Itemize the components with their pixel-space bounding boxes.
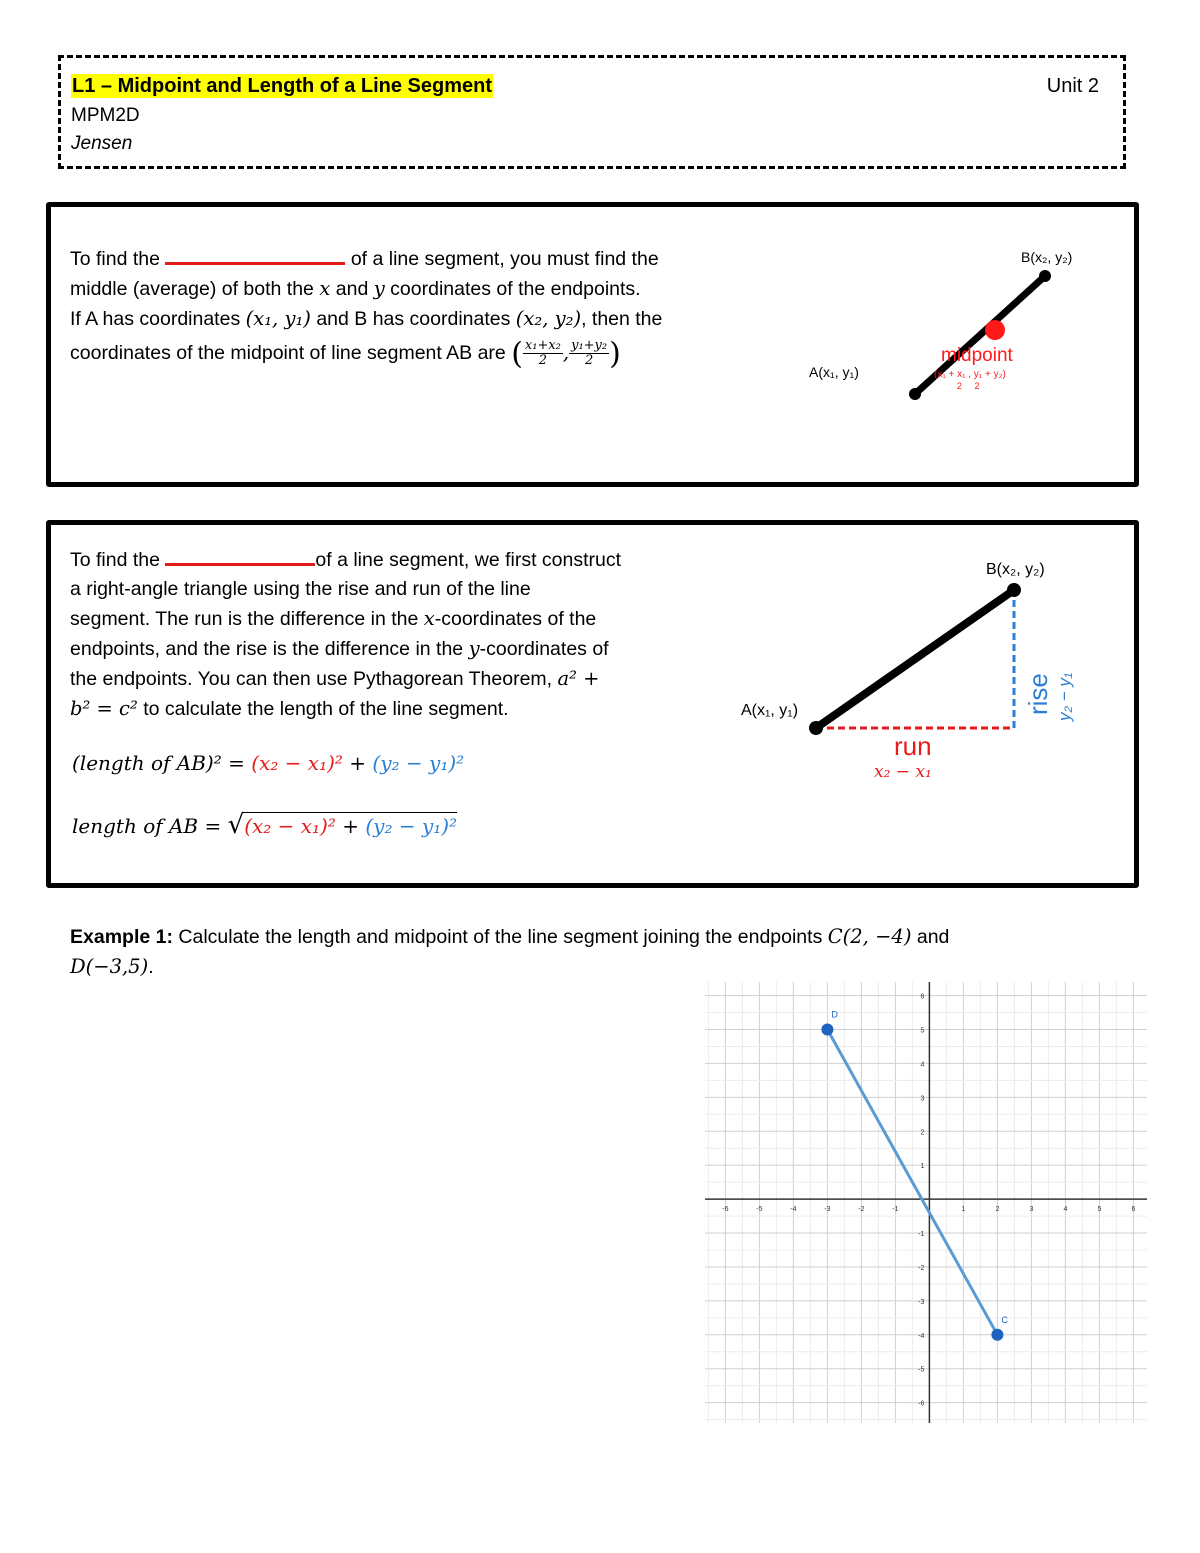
math-coord-a: (x₁, y₁) <box>245 307 311 330</box>
coordinate-grid-chart <box>700 980 1150 1425</box>
y-tick-label: -1 <box>918 1231 925 1239</box>
formula-rise-term: (y₂ − y₁)² <box>372 751 465 775</box>
y-tick-label: -5 <box>918 1366 925 1374</box>
sqrt-sign: √ <box>227 810 245 840</box>
label-midpoint-formula: (x₁ + x₁ , y₁ + y₂) <box>934 369 1006 380</box>
math-x: x <box>319 277 331 300</box>
x-tick-label: 3 <box>1029 1206 1034 1214</box>
text-segment: and <box>335 278 369 300</box>
fill-in-blank[interactable] <box>165 248 345 265</box>
y-tick-label: 2 <box>920 1129 925 1137</box>
y-tick-label: -6 <box>918 1400 925 1408</box>
fill-in-blank[interactable] <box>165 549 315 566</box>
text-segment: -coordinates of the <box>434 608 597 630</box>
math-x: x <box>423 607 435 630</box>
length-squared-formula <box>72 749 464 777</box>
text-segment: of a line segment, you must find the <box>350 248 659 270</box>
text-segment: endpoints, and the rise is the difference in the <box>70 638 464 660</box>
midpoint-dot <box>985 320 1005 340</box>
x-tick-label: 4 <box>1063 1206 1068 1214</box>
length-paragraph <box>70 546 750 724</box>
y-tick-label: -2 <box>918 1264 925 1272</box>
midpoint-box <box>46 202 1139 487</box>
y-tick-label: 3 <box>920 1095 925 1103</box>
endpoint-a <box>809 721 823 735</box>
formula-rise-term: (y₂ − y₁)² <box>365 814 458 838</box>
formula-run-term: (x₂ − x₁)² <box>251 751 343 775</box>
header-box <box>58 55 1126 169</box>
label-b: B(x₂, y₂) <box>1021 249 1073 265</box>
text-segment: To find the <box>70 549 160 571</box>
fraction-denominator: 2 <box>584 353 594 369</box>
sqrt-radicand <box>244 812 457 838</box>
label-midpoint-denominators: 2 2 <box>957 381 980 391</box>
length-box <box>46 520 1139 888</box>
midpoint-line-3 <box>70 304 770 334</box>
example-text: and <box>911 926 950 948</box>
x-tick-label: -5 <box>756 1206 763 1214</box>
fraction-x <box>523 339 563 368</box>
formula-plus: + <box>342 751 373 775</box>
teacher-name: Jensen <box>71 133 133 154</box>
text-segment: If A has coordinates <box>70 308 241 330</box>
fraction-denominator: 2 <box>538 353 548 369</box>
endpoint-b <box>1039 270 1051 282</box>
length-line-3 <box>70 604 750 634</box>
text-segment: and B has coordinates <box>316 308 511 330</box>
math-y: y <box>373 277 385 300</box>
x-tick-label: -2 <box>858 1206 865 1214</box>
comma: , <box>562 341 570 364</box>
label-run-expression: x₂ − x₁ <box>874 762 932 782</box>
length-formula <box>72 811 457 840</box>
label-b: B(x₂, y₂) <box>986 561 1045 578</box>
length-line-5 <box>70 664 750 694</box>
label-run: run <box>894 731 932 761</box>
label-a: A(x₁, y₁) <box>809 364 859 380</box>
length-line-2: a right-angle triangle using the rise and run of the line <box>70 578 531 600</box>
math-y: y <box>468 637 480 660</box>
x-tick-label: -6 <box>722 1206 729 1214</box>
midpoint-line-4 <box>70 336 770 372</box>
math-pythagoras-part: b² = c² <box>70 697 138 720</box>
endpoint-a <box>909 388 921 400</box>
midpoint-line-1 <box>70 245 770 274</box>
example-1 <box>70 922 1070 982</box>
text-segment: segment. The run is the difference in the <box>70 608 419 630</box>
length-line-1 <box>70 546 750 575</box>
y-tick-label: 5 <box>920 1027 925 1035</box>
fraction-y <box>569 339 609 368</box>
midpoint-diagram <box>791 237 1131 417</box>
text-segment: To find the <box>70 248 160 270</box>
segment-ab <box>816 590 1014 728</box>
point-c: C(2, −4) <box>827 925 912 948</box>
length-line-4 <box>70 634 750 664</box>
endpoint-b <box>1007 583 1021 597</box>
point-label-c: C <box>1001 1314 1008 1325</box>
x-tick-label: -4 <box>790 1206 797 1214</box>
midpoint-line-2 <box>70 274 770 304</box>
x-tick-label: 2 <box>995 1206 1000 1214</box>
point-label-d: D <box>831 1009 838 1020</box>
fraction-numerator: y₁+y₂ <box>571 338 608 354</box>
text-segment: coordinates of the endpoints. <box>390 278 641 300</box>
text-segment: the endpoints. You can then use Pythagorean Theorem, <box>70 668 553 690</box>
formula-plus: + <box>335 814 366 838</box>
example-text: . <box>148 956 154 978</box>
text-segment: to calculate the length of the line segment. <box>143 698 509 720</box>
y-tick-label: -3 <box>918 1298 925 1306</box>
formula-run-term: (x₂ − x₁)² <box>244 814 336 838</box>
length-line-6 <box>70 694 750 724</box>
length-diagram <box>731 555 1131 795</box>
y-tick-label: -4 <box>918 1332 925 1340</box>
fraction-numerator: x₁+x₂ <box>524 338 561 354</box>
x-tick-label: 6 <box>1131 1206 1136 1214</box>
x-tick-label: 5 <box>1097 1206 1102 1214</box>
point-d: D(−3,5) <box>70 955 149 978</box>
math-coord-b: (x₂, y₂) <box>515 307 582 330</box>
label-rise-expression: y₂ − y₁ <box>1055 672 1074 721</box>
example-label: Example 1: <box>70 926 173 948</box>
label-rise: rise <box>1023 673 1053 715</box>
x-tick-label: 1 <box>961 1206 966 1214</box>
y-tick-label: 6 <box>920 993 925 1001</box>
text-segment: of a line segment, we first construct <box>315 549 622 571</box>
paren-open: ( <box>511 336 523 372</box>
y-tick-label: 4 <box>920 1061 925 1069</box>
data-point-d <box>821 1023 833 1035</box>
text-segment: , then the <box>581 308 663 330</box>
y-tick-label: 1 <box>920 1163 925 1171</box>
data-point-c <box>991 1329 1003 1341</box>
unit-label: Unit 2 <box>1046 75 1099 97</box>
label-midpoint: midpoint <box>941 345 1013 366</box>
x-tick-label: -1 <box>892 1206 899 1214</box>
label-a: A(x₁, y₁) <box>741 702 799 719</box>
text-segment: middle (average) of both the <box>70 278 314 300</box>
lesson-title: L1 – Midpoint and Length of a Line Segment <box>72 75 492 97</box>
formula-lhs: (length of AB)² = <box>72 751 252 775</box>
example-text: Calculate the length and midpoint of the line segment joining the endpoints <box>172 926 828 948</box>
x-tick-label: -3 <box>824 1206 831 1214</box>
paren-close: ) <box>609 336 621 372</box>
formula-lhs: length of AB = <box>72 814 228 838</box>
midpoint-paragraph <box>70 245 770 372</box>
text-segment: -coordinates of <box>479 638 609 660</box>
math-pythagoras-part: a² + <box>557 667 600 690</box>
text-segment: coordinates of the midpoint of line segment AB are <box>70 342 506 364</box>
course-code: MPM2D <box>71 105 140 126</box>
